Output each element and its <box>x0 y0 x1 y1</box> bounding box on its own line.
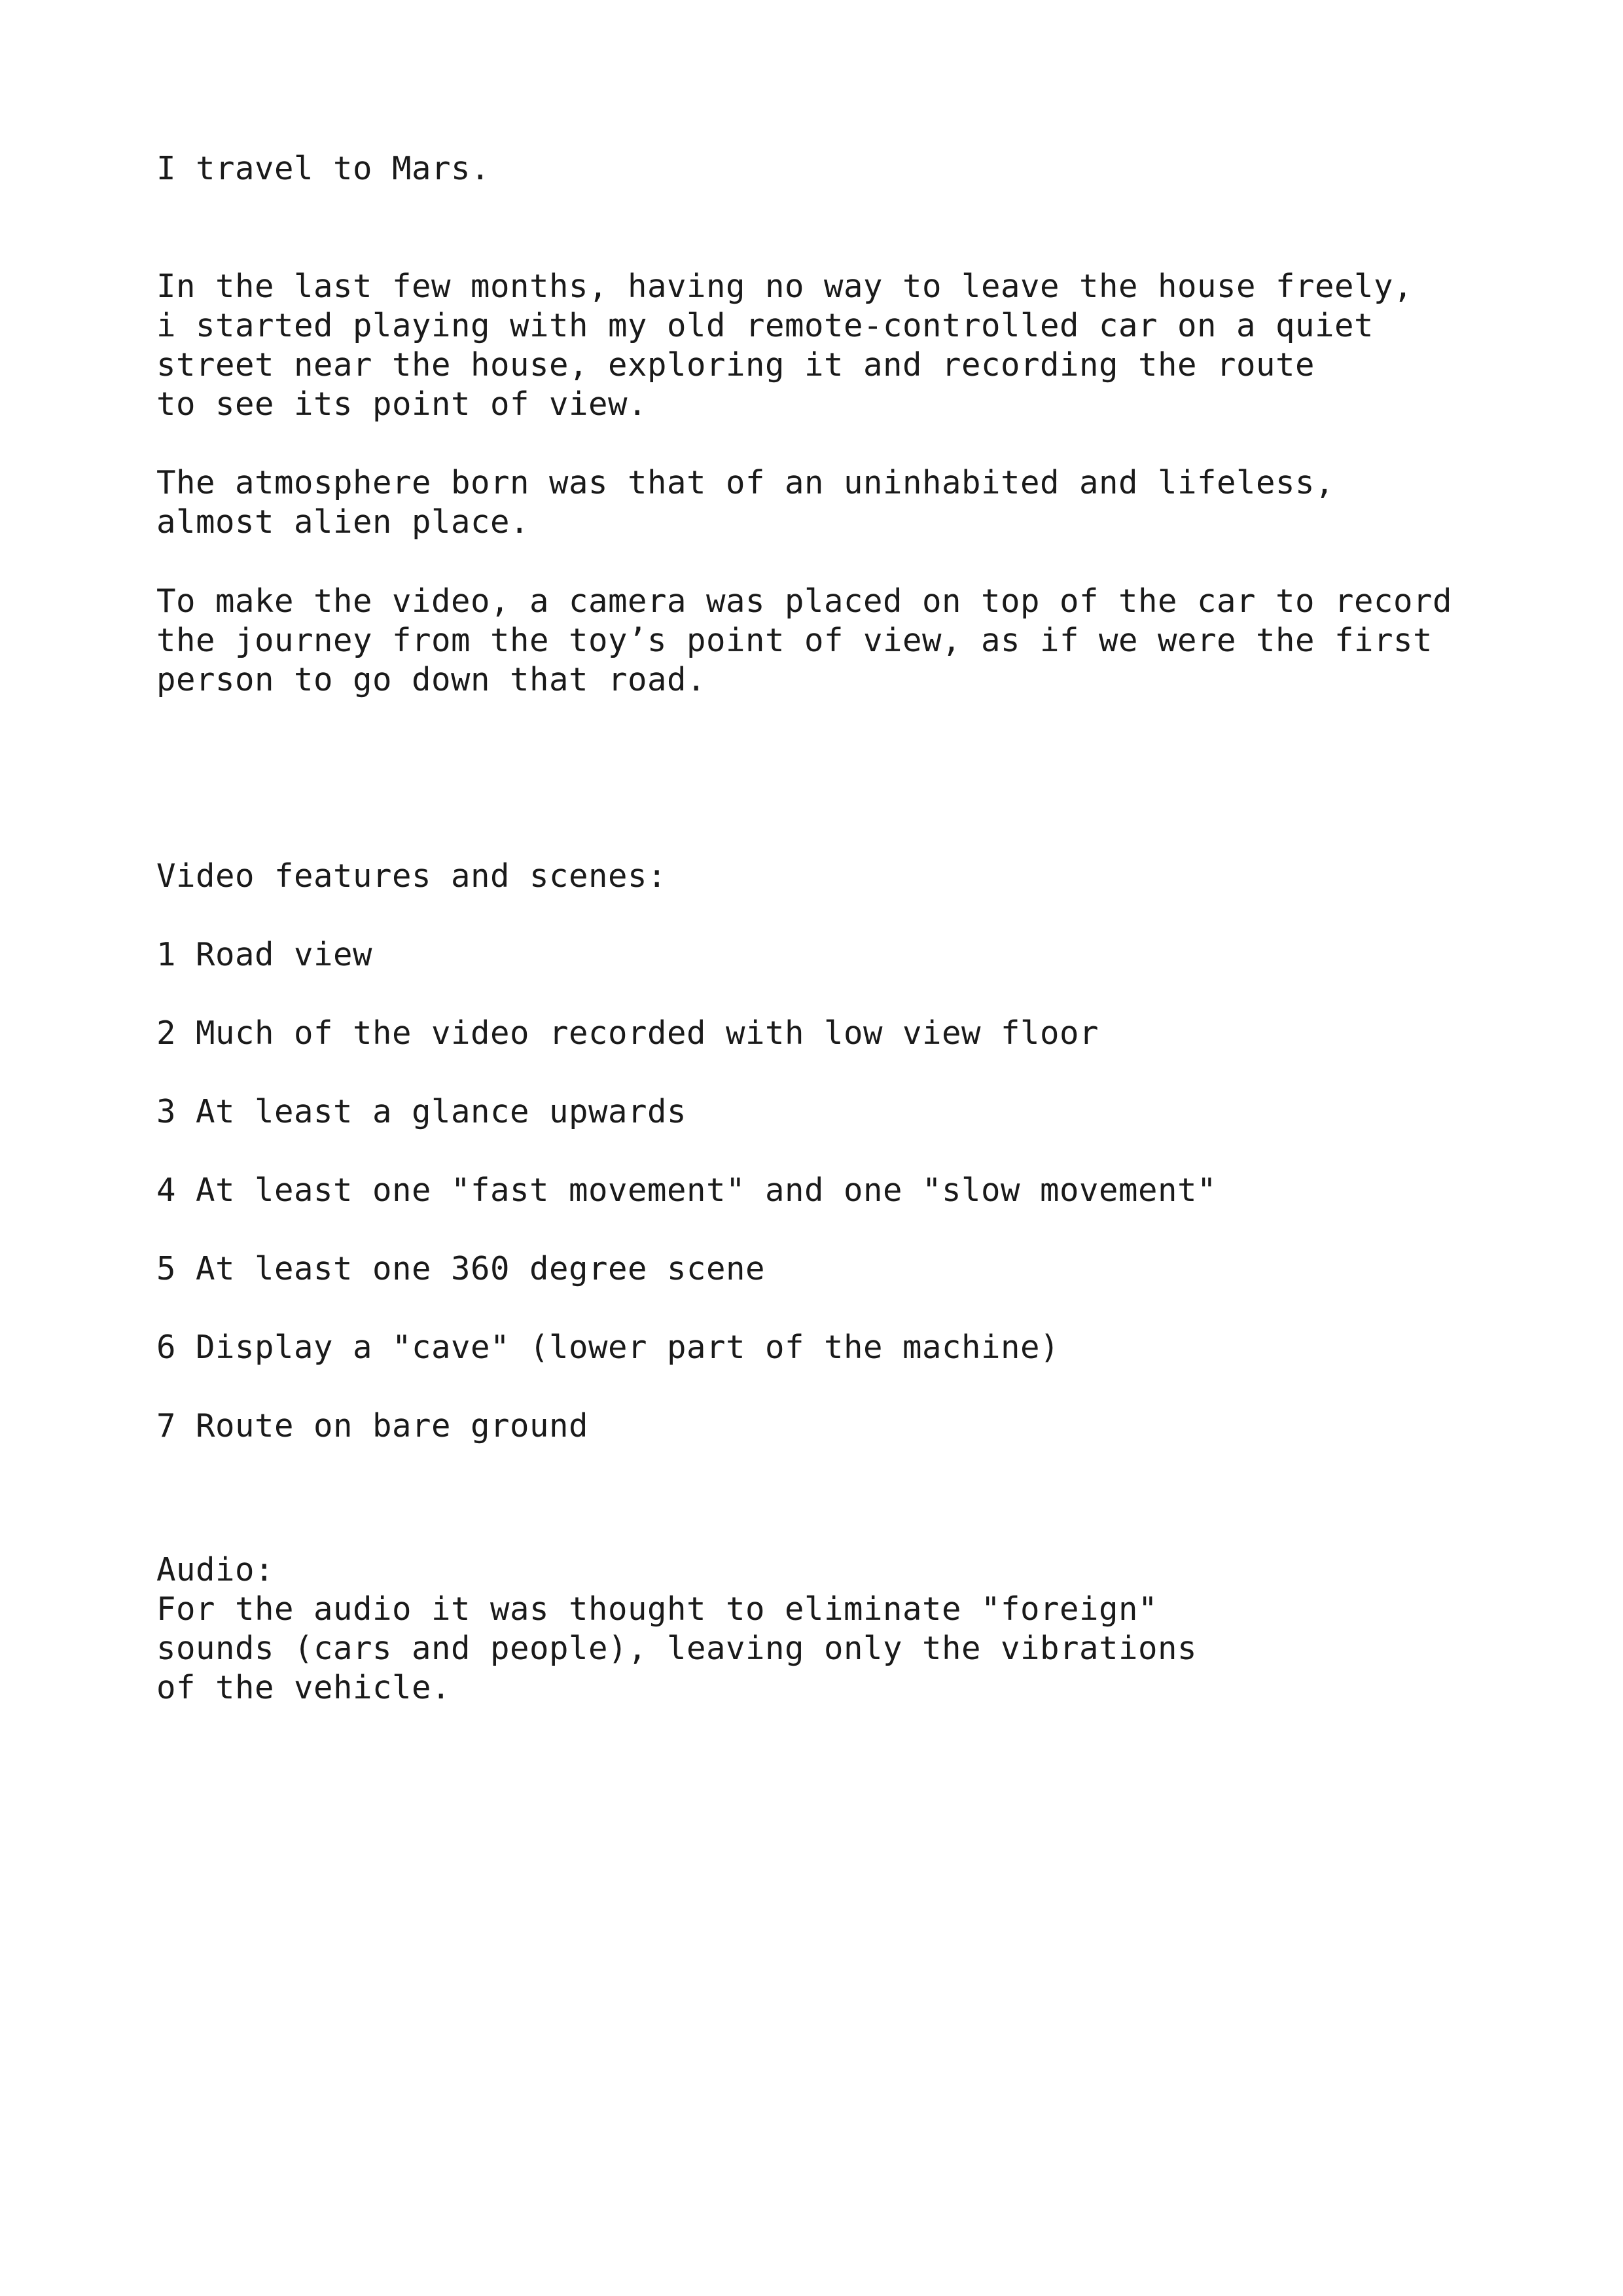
paragraph-1-line: i started playing with my old remote-controlled car on a quiet <box>156 307 1374 344</box>
document-title: I travel to Mars. <box>156 150 491 187</box>
paragraph-1-line: to see its point of view. <box>156 386 648 423</box>
audio-text-line: of the vehicle. <box>156 1669 452 1706</box>
paragraph-2-line: The atmosphere born was that of an uninhabited and lifeless, <box>156 464 1335 501</box>
audio-text-line: For the audio it was thought to eliminate "foreign" <box>156 1590 1158 1628</box>
feature-item: 4 At least one "fast movement" and one "slow movement" <box>156 1172 1217 1209</box>
paragraph-3-line: the journey from the toy’s point of view, as if we were the first <box>156 622 1433 659</box>
feature-item: 6 Display a "cave" (lower part of the machine) <box>156 1329 1060 1366</box>
paragraph-3-line: person to go down that road. <box>156 661 707 698</box>
paragraph-3-line: To make the video, a camera was placed on top of the car to record <box>156 583 1453 620</box>
features-heading: Video features and scenes: <box>156 857 668 895</box>
paragraph-1-line: street near the house, exploring it and recording the route <box>156 346 1315 384</box>
feature-item: 7 Route on bare ground <box>156 1407 589 1444</box>
audio-text-line: sounds (cars and people), leaving only the vibrations <box>156 1630 1198 1667</box>
paragraph-2-line: almost alien place. <box>156 503 530 541</box>
feature-item: 2 Much of the video recorded with low view floor <box>156 1014 1099 1052</box>
audio-heading: Audio: <box>156 1551 275 1588</box>
paragraph-1-line: In the last few months, having no way to leave the house freely, <box>156 268 1414 305</box>
feature-item: 3 At least a glance upwards <box>156 1093 687 1130</box>
feature-item: 1 Road view <box>156 936 373 973</box>
feature-item: 5 At least one 360 degree scene <box>156 1250 766 1287</box>
